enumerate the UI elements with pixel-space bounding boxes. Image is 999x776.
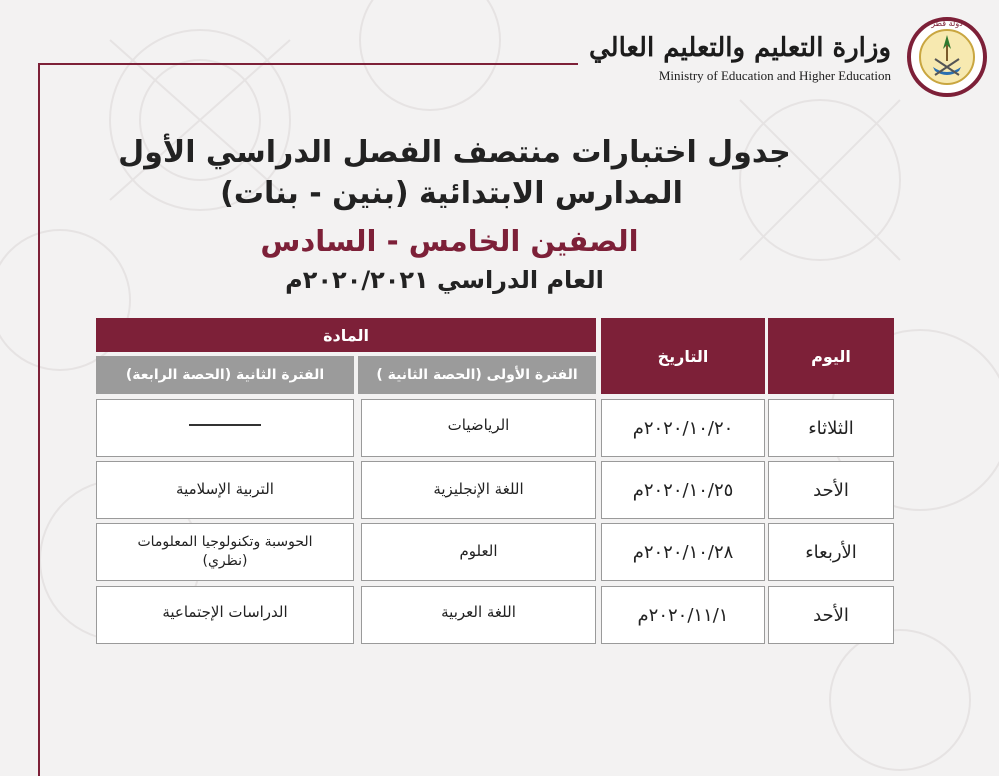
row-4-day: الأحد xyxy=(768,586,894,644)
ministry-name-block xyxy=(589,30,891,84)
row-4-period-2: الدراسات الإجتماعية xyxy=(96,586,354,644)
header-day: اليوم xyxy=(768,318,894,394)
page-title: جدول اختبارات منتصف الفصل الدراسي الأول xyxy=(118,135,791,170)
academic-year-title: العام الدراسي ٢٠٢٠/٢٠٢١م xyxy=(285,266,604,294)
ministry-name-english: Ministry of Education and Higher Education xyxy=(658,68,891,83)
row-3-period-1: العلوم xyxy=(361,523,596,581)
row-4-date: ٢٠٢٠/١١/١م xyxy=(601,586,765,644)
row-2-day: الأحد xyxy=(768,461,894,519)
row-2-period-2: التربية الإسلامية xyxy=(96,461,354,519)
row-1-period-2 xyxy=(96,399,354,457)
row-1-day: الثلاثاء xyxy=(768,399,894,457)
row-1-period-1: الرياضيات xyxy=(361,399,596,457)
row-3-period-2: الحوسبة وتكنولوجيا المعلومات (نظري) xyxy=(96,523,354,581)
row-3-date: ٢٠٢٠/١٠/٢٨م xyxy=(601,523,765,581)
header-period-1: الفترة الأولى (الحصة الثانية ) xyxy=(358,356,596,394)
header-period-2: الفترة الثانية (الحصة الرابعة) xyxy=(96,356,354,394)
empty-dash xyxy=(189,424,261,426)
row-2-date: ٢٠٢٠/١٠/٢٥م xyxy=(601,461,765,519)
row-2-period-1: اللغة الإنجليزية xyxy=(361,461,596,519)
ministry-header xyxy=(589,12,989,102)
qatar-emblem-icon xyxy=(905,15,989,99)
header-subject: المادة xyxy=(96,318,596,352)
emblem-text: دولة قطر xyxy=(931,19,963,28)
row-4-period-1: اللغة العربية xyxy=(361,586,596,644)
school-level-title: المدارس الابتدائية (بنين - بنات) xyxy=(220,176,683,211)
grade-title: الصفين الخامس - السادس xyxy=(260,224,639,258)
frame-top-border xyxy=(38,63,578,65)
row-3-day: الأربعاء xyxy=(768,523,894,581)
ministry-name-arabic: وزارة التعليم والتعليم العالي xyxy=(588,33,891,63)
row-1-date: ٢٠٢٠/١٠/٢٠م xyxy=(601,399,765,457)
header-date: التاريخ xyxy=(601,318,765,394)
